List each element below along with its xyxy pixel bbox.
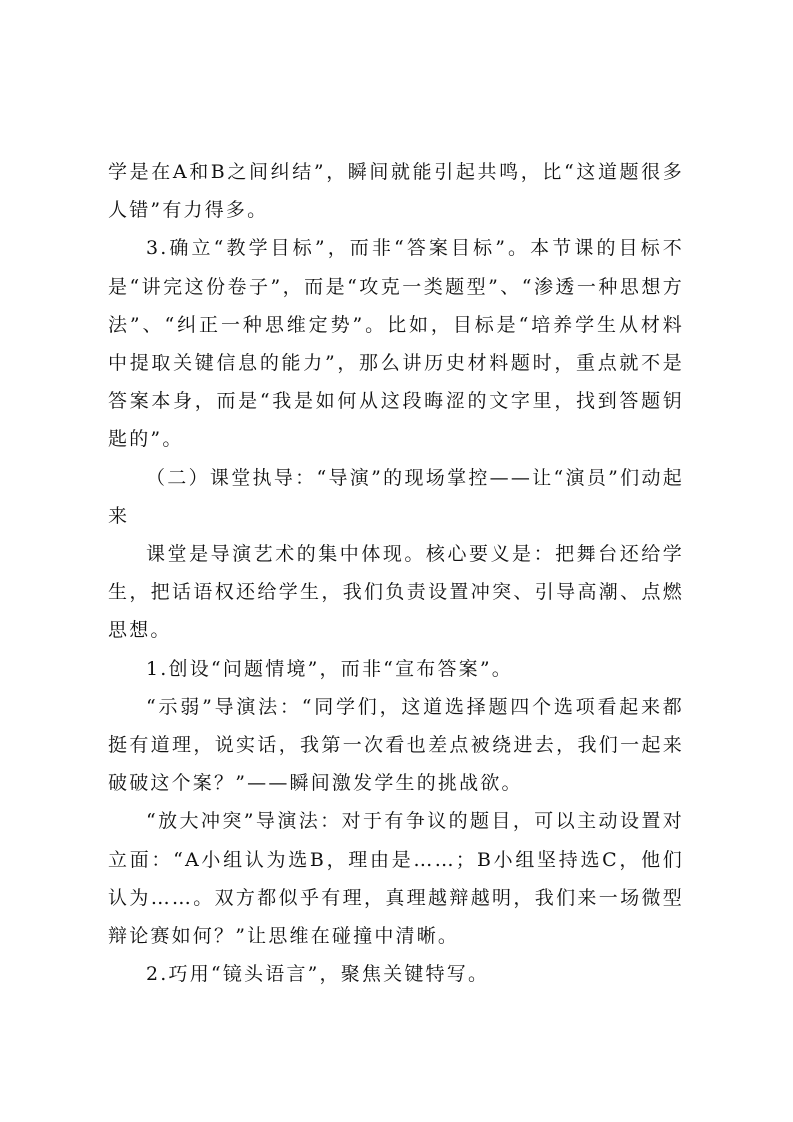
subheading-camera-language: 2.巧用“镜头语言”，聚焦关键特写。 xyxy=(146,963,490,986)
document-body xyxy=(108,153,684,993)
paragraph-continuation: 学是在A和B之间纠结”，瞬间就能引起共鸣，比“这道题很多人错”有力得多。 xyxy=(108,161,684,222)
paragraph-show-weakness-method: “示弱”导演法：“同学们，这道选择题四个选项看起来都挺有道理，说实话，我第一次看也差点被绕进去，我们一起来破破这个案？”——瞬间激发学生的挑战欲。 xyxy=(108,695,684,795)
paragraph-amplify-conflict-method: “放大冲突”导演法：对于有争议的题目，可以主动设置对立面：“A小组认为选B，理由是……；B小组坚持选C，他们认为……。双方都似乎有理，真理越辩越明，我们来一场微型辩论赛如何？”让思维在碰撞中清晰。 xyxy=(108,810,684,948)
paragraph-classroom-core: 课堂是导演艺术的集中体现。核心要义是：把舞台还给学生，把话语权还给学生，我们负责设置冲突、引导高潮、点燃思想。 xyxy=(108,543,684,642)
section-heading-classroom-direction: （二）课堂执导：“导演”的现场掌控——让“演员”们动起来 xyxy=(108,466,684,527)
subheading-problem-situation: 1.创设“问题情境”，而非“宣布答案”。 xyxy=(146,657,513,680)
paragraph-teaching-goal: 3.确立“教学目标”，而非“答案目标”。本节课的目标不是“讲完这份卷子”，而是“攻克一类题型”、“渗透一种思想方法”、“纠正一种思维定势”。比如，目标是“培养学生从材料中提取关键信息的能力”，那么讲历史材料题时，重点就不是答案本身，而是“我是如何从这段晦涩的文字里，找到答题钥匙的”。 xyxy=(108,237,684,451)
